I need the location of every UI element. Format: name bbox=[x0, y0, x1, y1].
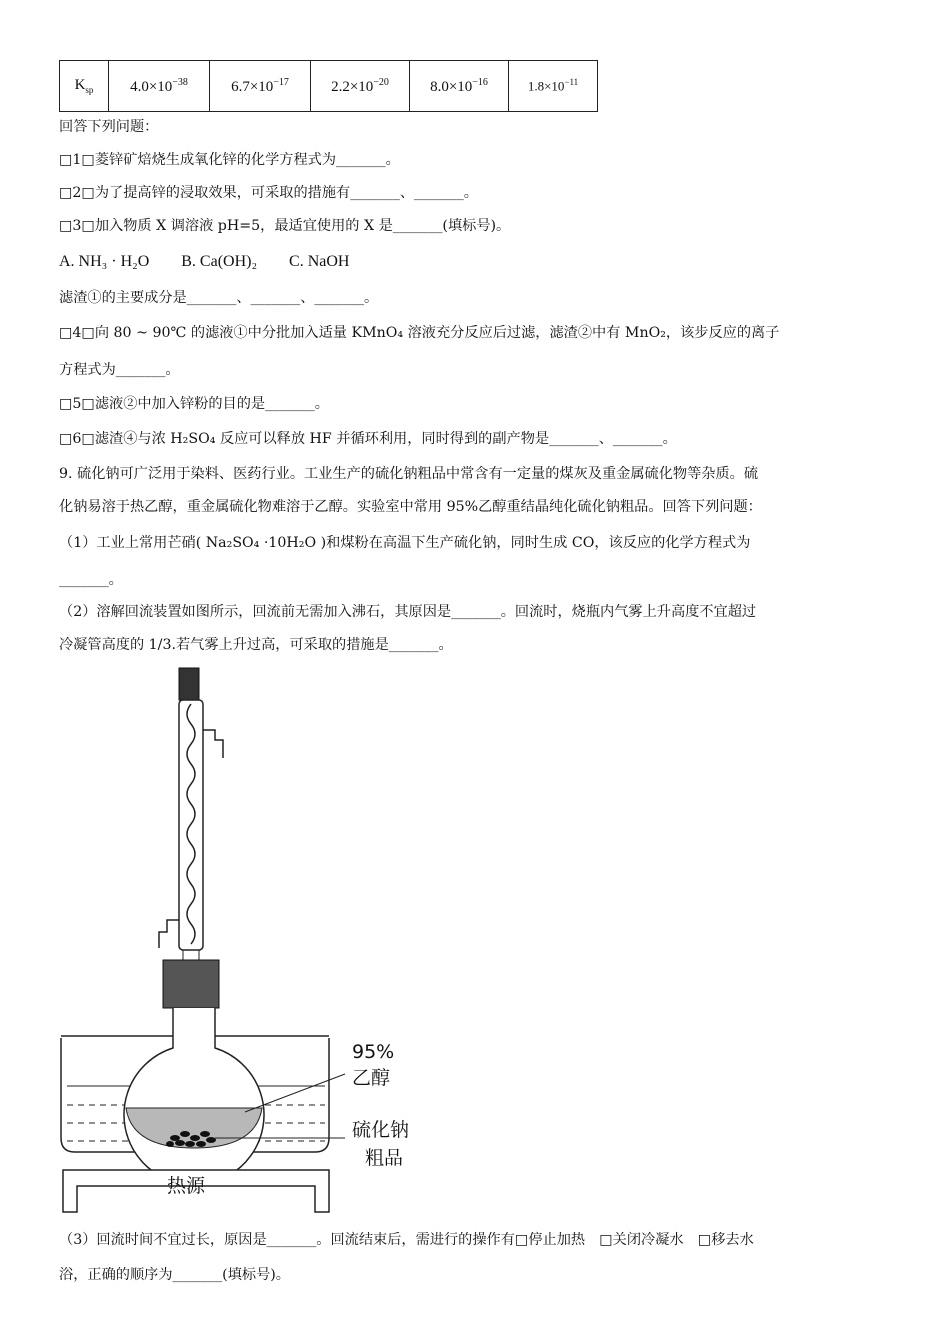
problem-9-question-3: （3）回流时间不宜过长，原因是_______。回流结束后，需进行的操作有□停止加热 □关闭冷凝水 □移去水 bbox=[59, 1232, 754, 1248]
reflux-apparatus-diagram bbox=[55, 660, 435, 1220]
problem-9-question-3-continued: 浴，正确的顺序为_______(填标号)。 bbox=[59, 1267, 290, 1283]
label-crude-product: 粗品 bbox=[365, 1147, 404, 1169]
ksp-value-cell: $8.0\times 10^{-16}$ bbox=[410, 61, 509, 112]
question-3-options: A. NH₃ · H₂O B. Ca(OH)₂ C. NaOH bbox=[59, 253, 350, 270]
water-inlet bbox=[159, 920, 179, 948]
ksp-value-cell: $6.7\times 10^{-17}$ bbox=[210, 61, 311, 112]
problem-9-intro-continued: 化钠易溶于热乙醇，重金属硫化物难溶于乙醇。实验室中常用 95%乙醇重结晶纯化硫化钠粗品。回答下列问题： bbox=[59, 499, 762, 515]
label-ethanol-concentration: 95% bbox=[352, 1041, 395, 1063]
ksp-table bbox=[59, 60, 598, 112]
question-4: □4□向 80 ~ 90℃ 的滤液①中分批加入适量 KMnO₄ 溶液充分反应后过滤，滤渣②中有 MnO₂，该步反应的离子 bbox=[59, 325, 780, 341]
question-4-continued: 方程式为_______。 bbox=[59, 362, 180, 378]
problem-9-question-2: （2）溶解回流装置如图所示，回流前无需加入沸石，其原因是_______。回流时，烧瓶内气雾上升高度不宜超过 bbox=[59, 604, 757, 620]
answer-prompt: 回答下列问题： bbox=[59, 119, 159, 135]
question-3: □3□加入物质 X 调溶液 pH=5，最适宜使用的 X 是_______(填标号)。 bbox=[59, 218, 511, 234]
table-row bbox=[60, 61, 598, 112]
problem-9-question-2-continued: 冷凝管高度的 1/3.若气雾上升过高，可采取的措施是_______。 bbox=[59, 637, 453, 653]
problem-9-question-1-blank: _______。 bbox=[59, 572, 123, 588]
problem-9-intro: 9. 硫化钠可广泛用于染料、医药行业。工业生产的硫化钠粗品中常含有一定量的煤灰及重金属硫化物等杂质。硫 bbox=[59, 466, 759, 482]
condenser-tip bbox=[183, 950, 199, 960]
label-ethanol: 乙醇 bbox=[352, 1067, 391, 1089]
water-outlet bbox=[203, 730, 223, 758]
label-heat-source: 热源 bbox=[167, 1175, 206, 1197]
condenser-stopper bbox=[179, 668, 199, 700]
ksp-value-cell: $4.0\times 10^{-38}$ bbox=[109, 61, 210, 112]
question-5: □5□滤液②中加入锌粉的目的是_______。 bbox=[59, 396, 329, 412]
question-1: □1□菱锌矿焙烧生成氧化锌的化学方程式为_______。 bbox=[59, 152, 400, 168]
flask-stopper bbox=[163, 960, 219, 1008]
round-bottom-flask bbox=[124, 1008, 264, 1185]
label-sodium-sulfide: 硫化钠 bbox=[352, 1119, 410, 1141]
ksp-value-cell: $2.2\times 10^{-20}$ bbox=[311, 61, 410, 112]
condenser-coil bbox=[187, 704, 195, 944]
question-3-residue: 滤渣①的主要成分是_______、_______、_______。 bbox=[59, 290, 379, 306]
question-2: □2□为了提高锌的浸取效果，可采取的措施有_______、_______。 bbox=[59, 185, 478, 201]
ksp-value-cell: $1.8\times 10^{-11}$ bbox=[509, 61, 598, 112]
ksp-header-cell: $K_{sp}$ bbox=[60, 61, 109, 112]
question-6: □6□滤渣④与浓 H₂SO₄ 反应可以释放 HF 并循环利用，同时得到的副产物是_______、_______。 bbox=[59, 431, 677, 447]
problem-9-question-1: （1）工业上常用芒硝( Na₂SO₄ ·10H₂O )和煤粉在高温下生产硫化钠，同时生成 CO，该反应的化学方程式为 bbox=[59, 535, 751, 551]
